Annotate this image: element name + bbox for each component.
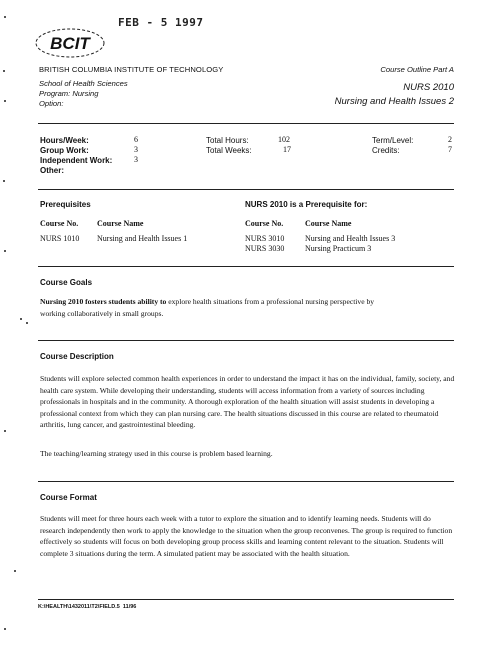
group-work-value: 3 (134, 145, 138, 154)
scan-speck (26, 322, 28, 324)
other-label: Other: (40, 166, 64, 175)
total-weeks-label: Total Weeks: (206, 146, 252, 155)
course-description-text: Students will explore selected common health experiences in order to understand the impact it has on the individual, family, society, and health care system. While developing their understanding, students will access information from a variety of sources including professionals in hospitals and in the community. A thorough exploration of the health situation will assist students in developing a professional context from which they can plan nursing care. The health situations discussed in this course are related to rheumatoid arthritis, lung cancer, and gastrointestinal bleeding. (40, 374, 455, 430)
scan-speck (4, 16, 6, 18)
next-course-no: NURS 3030 (245, 244, 285, 253)
independent-work-value: 3 (134, 155, 138, 164)
col-course-no: Course No. (245, 219, 284, 228)
course-format-text: Students will meet for three hours each week with a tutor to explore the situation and to identify learning needs. Students will do research independently then work to apply the knowledge to the situation when the group reconvenes. The group is required to function effectively so students will focus on both developing group process skills and learning content relevant to the situation. Students will complete 3 situations during the term. A simulated patient may be associated with the health situation. (40, 514, 453, 558)
col-course-name: Course Name (97, 219, 144, 228)
prereq-course-no: NURS 1010 (40, 234, 80, 243)
col-course-no: Course No. (40, 219, 79, 228)
course-title: Nursing and Health Issues 2 (334, 96, 454, 107)
total-hours-label: Total Hours: (206, 136, 249, 145)
total-weeks-value: 17 (283, 145, 291, 154)
divider (38, 189, 454, 190)
group-work-label: Group Work: (40, 146, 89, 155)
divider (38, 599, 454, 600)
scan-speck (3, 180, 5, 182)
course-description-title: Course Description (40, 352, 114, 361)
file-path (38, 604, 136, 610)
independent-work-label: Independent Work: (40, 156, 113, 165)
credits-label: Credits: (372, 146, 400, 155)
hours-week-value: 6 (134, 135, 138, 144)
course-goals-text (40, 296, 456, 319)
goals-bold-text: Nursing 2010 fosters students ability to (40, 297, 167, 306)
prereq-course-name: Nursing and Health Issues 1 (97, 234, 188, 243)
scan-speck (4, 430, 6, 432)
file-date: 11/96 (122, 604, 137, 610)
scan-speck (4, 628, 6, 630)
hours-week-label: Hours/Week: (40, 136, 89, 145)
goals-rest-text: explore health situations from a professional nursing perspective by (166, 297, 375, 306)
course-goals-title: Course Goals (40, 278, 93, 287)
logo-text: BCIT (50, 34, 90, 53)
program-name: Program: Nursing (39, 89, 99, 98)
course-format-title: Course Format (40, 493, 97, 502)
term-level-label: Term/Level: (372, 136, 414, 145)
next-course-name: Nursing Practicum 3 (305, 244, 372, 253)
scan-speck (4, 250, 6, 252)
term-level-value: 2 (448, 135, 452, 144)
school-name: School of Health Sciences (39, 79, 128, 88)
file-path-text: K:\HEALTH\1432011\T2\FIELD.5 (38, 604, 120, 610)
total-hours-value: 102 (278, 135, 290, 144)
institute-name: BRITISH COLUMBIA INSTITUTE OF TECHNOLOGY (39, 65, 224, 74)
prerequisites-title: Prerequisites (40, 200, 91, 209)
teaching-strategy-text: The teaching/learning strategy used in this course is problem based learning. (40, 449, 273, 458)
divider (38, 481, 454, 482)
outline-label: Course Outline Part A (380, 65, 454, 74)
scan-speck (4, 100, 6, 102)
divider (38, 123, 454, 124)
option-label: Option: (39, 99, 64, 108)
scan-speck (3, 70, 5, 72)
scan-speck (20, 318, 22, 320)
credits-value: 7 (448, 145, 452, 154)
next-course-no: NURS 3010 (245, 234, 285, 243)
col-course-name: Course Name (305, 219, 352, 228)
divider (38, 266, 454, 267)
divider (38, 340, 454, 341)
received-stamp: FEB - 5 1997 (118, 16, 204, 29)
prerequisite-for-title: NURS 2010 is a Prerequisite for: (245, 200, 368, 209)
scan-speck (14, 570, 16, 572)
course-code: NURS 2010 (403, 82, 454, 93)
next-course-name: Nursing and Health Issues 3 (305, 234, 396, 243)
goals-line2: working collaboratively in small groups. (40, 308, 164, 318)
bcit-logo (34, 26, 106, 60)
